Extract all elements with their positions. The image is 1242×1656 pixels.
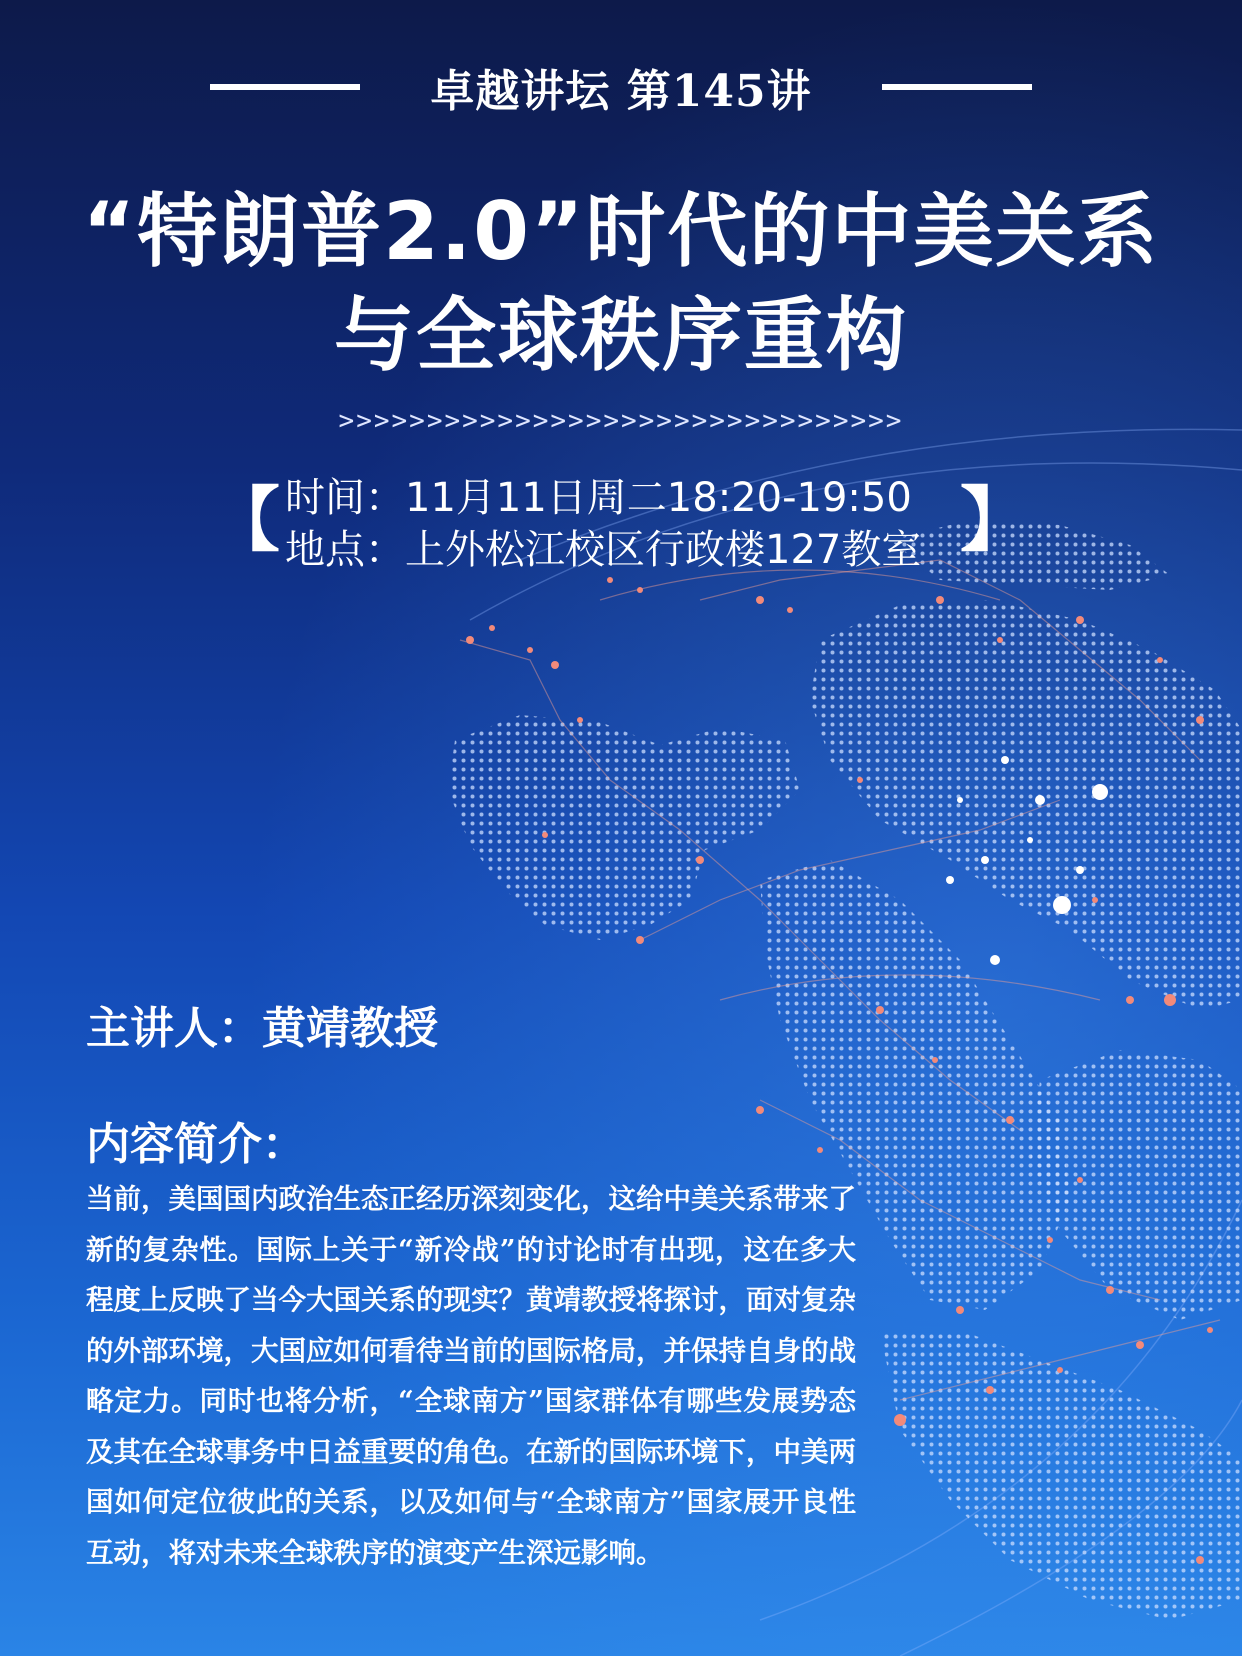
- lecture-title-line-2: 与全球秩序重构: [334, 289, 908, 382]
- series-header: [0, 52, 1242, 122]
- event-time: 时间：11月11日周二18:20-19:50: [285, 475, 912, 521]
- speaker: 主讲人：黄靖教授: [86, 1003, 438, 1054]
- event-info-rows: [285, 472, 921, 576]
- header-line-right: [882, 84, 1032, 90]
- intro-body: 当前，美国国内政治生态正经历深刻变化，这给中美关系带来了新的复杂性。国际上关于“新冷战”的讨论时有出现，这在多大程度上反映了当今大国关系的现实？黄靖教授将探讨，面对复杂的外部环境，大国应如何看待当前的国际格局，并保持自身的战略定力。同时也将分析，“全球南方”国家群体有哪些发展势态及其在全球事务中日益重要的角色。在新的国际环境下，中美两国如何定位彼此的关系，以及如何与“全球南方”国家展开良性互动，将对未来全球秩序的演变产生深远影响。: [86, 1183, 856, 1569]
- bracket-left: 【: [210, 479, 280, 561]
- lecture-title: [0, 180, 1242, 388]
- bracket-right: 】: [960, 479, 1030, 561]
- intro-heading: 内容简介：: [86, 1119, 306, 1170]
- series-title: 卓越讲坛 第145讲: [430, 66, 812, 117]
- event-location: 地点：上外松江校区行政楼127教室: [285, 527, 922, 573]
- lecture-title-line-1: “特朗普2.0”时代的中美关系: [82, 185, 1160, 278]
- header-line-left: [210, 84, 360, 90]
- arrow-divider: >>>>>>>>>>>>>>>>>>>>>>>>>>>>>>>>: [338, 406, 904, 436]
- event-info: [210, 470, 1030, 580]
